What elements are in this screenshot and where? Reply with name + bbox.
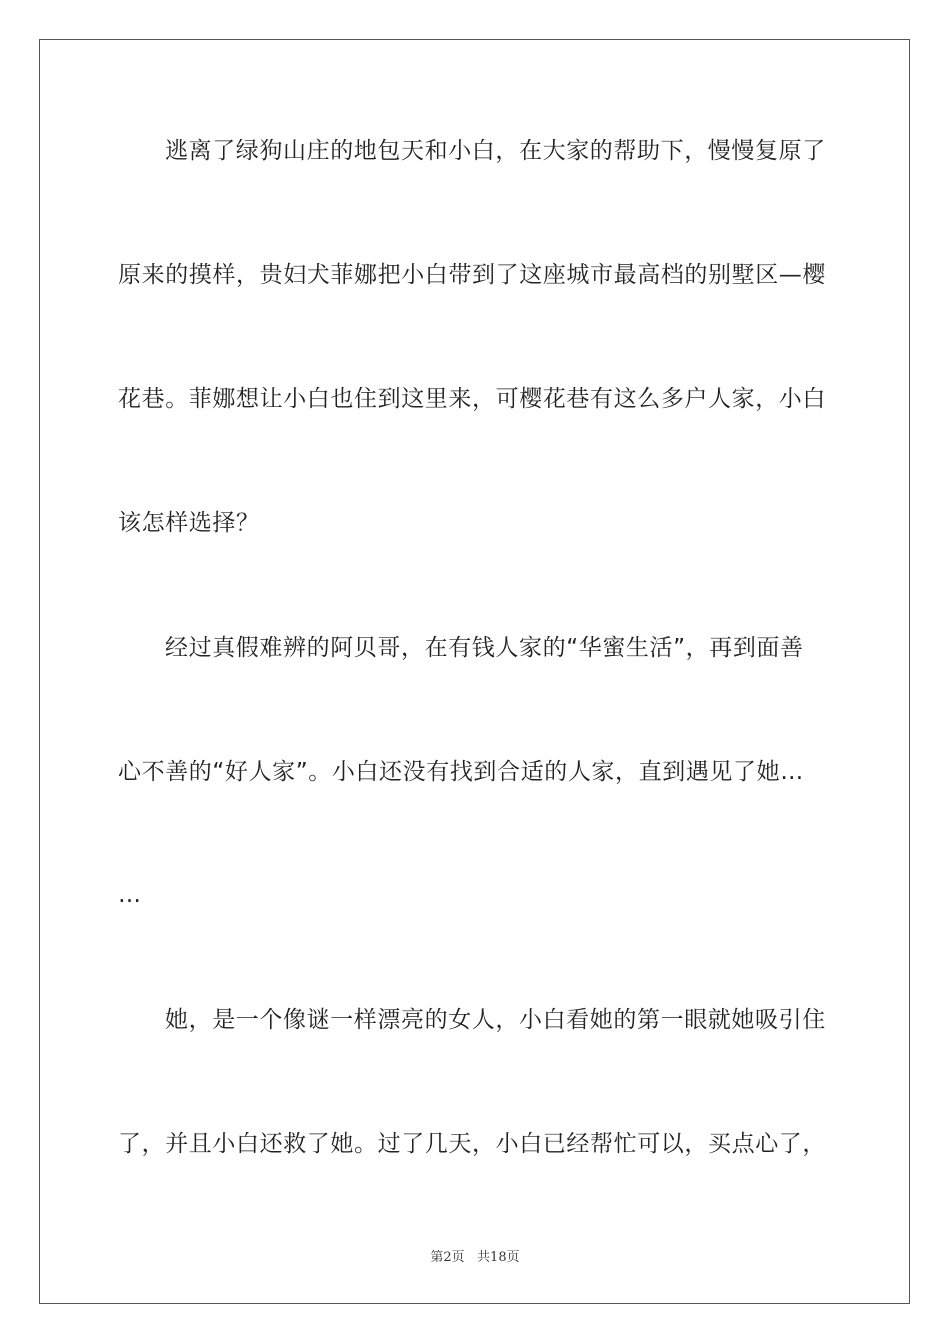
paragraph-3-line-1: 她，是一个像谜一样漂亮的女人，小白看她的第一眼就她吸引住 bbox=[165, 1007, 826, 1033]
paragraph-1-line-4: 该怎样选择？ bbox=[118, 510, 260, 536]
paragraph-3-line-2: 了，并且小白还救了她。过了几天，小白已经帮忙可以，买点心了， bbox=[118, 1131, 826, 1157]
page-border bbox=[39, 39, 910, 1304]
page-number: 第2页 共18页 bbox=[430, 1250, 520, 1265]
paragraph-2-line-3: … bbox=[118, 882, 142, 908]
paragraph-1-line-3: 花巷。菲娜想让小白也住到这里来，可樱花巷有这么多户人家，小白 bbox=[118, 386, 826, 412]
paragraph-1-line-2: 原来的摸样，贵妇犬菲娜把小白带到了这座城市最高档的别墅区—樱 bbox=[118, 262, 826, 288]
paragraph-1-line-1: 逃离了绿狗山庄的地包天和小白，在大家的帮助下，慢慢复原了 bbox=[165, 138, 826, 164]
paragraph-2-line-1: 经过真假难辨的阿贝哥，在有钱人家的“华蜜生活”，再到面善 bbox=[165, 635, 804, 661]
paragraph-2-line-2: 心不善的“好人家”。小白还没有找到合适的人家，直到遇见了她… bbox=[118, 759, 804, 785]
